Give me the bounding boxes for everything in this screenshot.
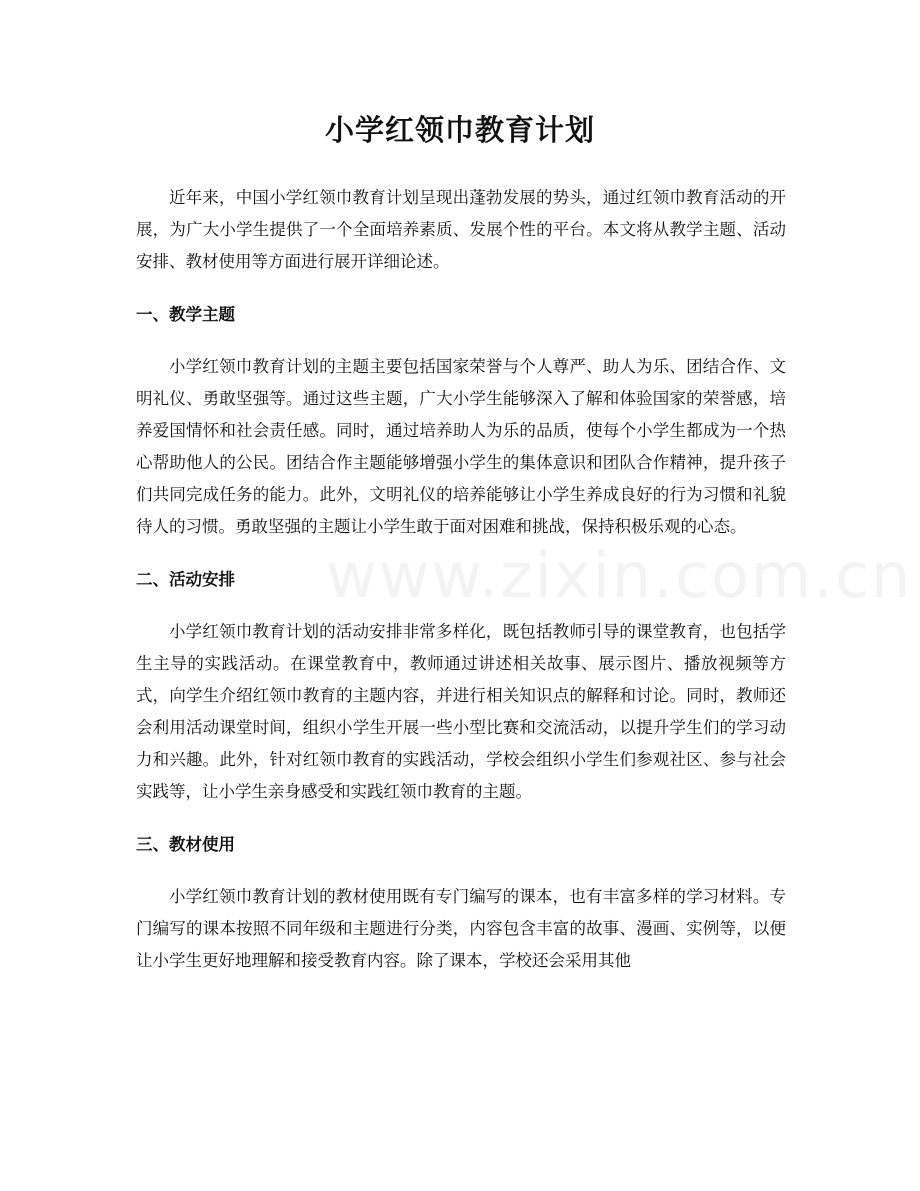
document-title: 小学红领巾教育计划 <box>324 113 595 147</box>
watermark: www.zixin.com.cn <box>326 539 913 612</box>
section-heading-teaching-themes: 一、教学主题 <box>136 305 235 324</box>
section-heading-activity-arrangement: 二、活动安排 <box>136 570 235 589</box>
section-body-teaching-themes: 小学红领巾教育计划的主题主要包括国家荣誉与个人尊严、助人为乐、团结合作、文明礼仪、勇敢坚强等。通过这些主题，广大小学生能够深入了解和体验国家的荣誉感，培养爱国情怀和社会责任感。同时，通过培养助人为乐的品质，使每个小学生都成为一个热心帮助他人的公民。团结合作主题能够增强小学生的集体意识和团队合作精神，提升孩子们共同完成任务的能力。此外，文明礼仪的培养能够让小学生养成良好的行为习惯和礼貌待人的习惯。勇敢坚强的主题让小学生敢于面对困难和挑战，保持积极乐观的心态。 <box>136 357 786 536</box>
section-body-activity-arrangement: 小学红领巾教育计划的活动安排非常多样化，既包括教师引导的课堂教育，也包括学生主导的实践活动。在课堂教育中，教师通过讲述相关故事、展示图片、播放视频等方式，向学生介绍红领巾教育的主题内容，并进行相关知识点的解释和讨论。同时，教师还会利用活动课堂时间，组织小学生开展一些小型比赛和交流活动，以提升学生们的学习动力和兴趣。此外，针对红领巾教育的实践活动，学校会组织小学生们参观社区、参与社会实践等，让小学生亲身感受和实践红领巾教育的主题。 <box>136 622 786 801</box>
section-body-teaching-materials: 小学红领巾教育计划的教材使用既有专门编写的课本，也有丰富多样的学习材料。专门编写的课本按照不同年级和主题进行分类，内容包含丰富的故事、漫画、实例等，以便让小学生更好地理解和接受教育内容。除了课本，学校还会采用其他 <box>136 887 786 970</box>
document-body <box>136 182 786 977</box>
section-heading-teaching-materials: 三、教材使用 <box>136 835 235 854</box>
intro-paragraph: 近年来，中国小学红领巾教育计划呈现出蓬勃发展的势头，通过红领巾教育活动的开展，为广大小学生提供了一个全面培养素质、发展个性的平台。本文将从教学主题、活动安排、教材使用等方面进行展开详细论述。 <box>136 188 786 271</box>
